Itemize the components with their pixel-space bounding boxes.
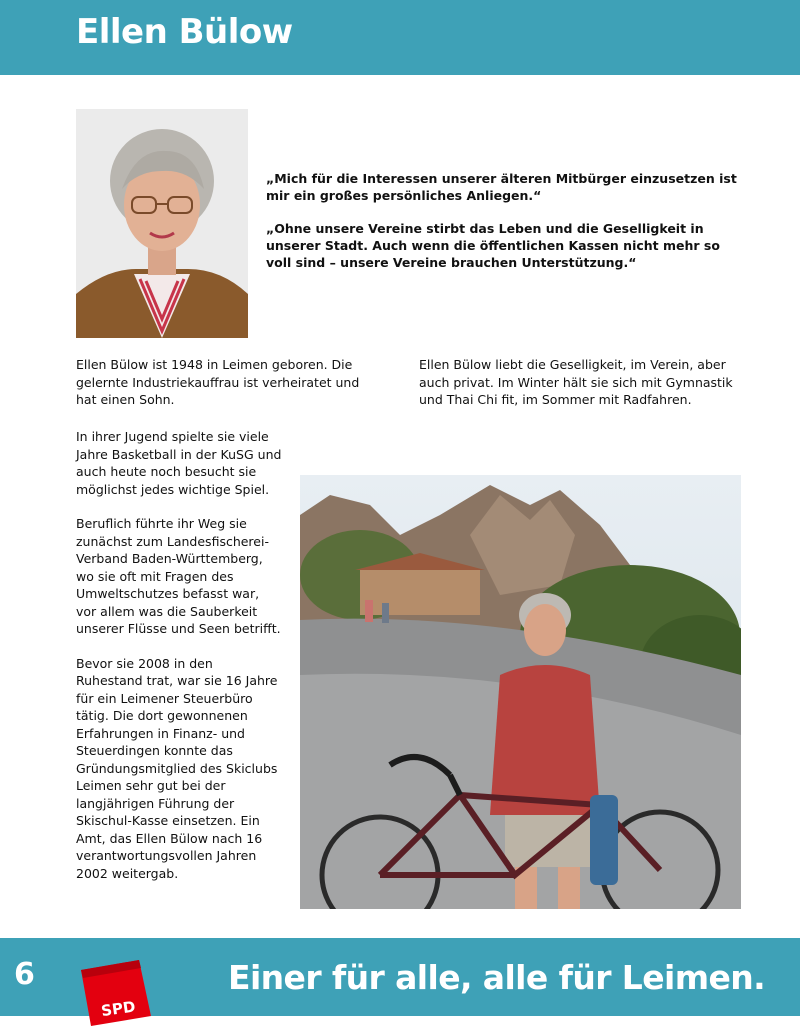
- intro-paragraph: Ellen Bülow ist 1948 in Leimen geboren. Die gelernte Industriekauffrau ist verheiratet und hat einen Sohn.: [76, 357, 360, 407]
- quote-block: [266, 170, 744, 287]
- portrait-photo: [76, 109, 248, 338]
- bio-paragraph-basketball: In ihrer Jugend spielte sie viele Jahre Basketball in der KuSG und auch heute noch besucht sie möglichst jedes wichtige Spiel.: [76, 429, 282, 497]
- footer-slogan: Einer für alle, alle für Leimen.: [228, 958, 766, 997]
- bio-column: [76, 428, 282, 899]
- bicycle-photo: [300, 475, 741, 909]
- page-number: 6: [14, 957, 35, 992]
- svg-text:SPD: SPD: [100, 997, 137, 1021]
- quote-1: „Mich für die Interessen unserer älteren Mitbürger einzusetzen ist mir ein großes persönliches Anliegen.“: [266, 171, 737, 203]
- spd-logo: [77, 960, 151, 1026]
- intro-column: [76, 356, 376, 409]
- page-title: Ellen Bülow: [76, 12, 293, 52]
- hobbies-column: [419, 356, 739, 409]
- quote-2: „Ohne unsere Vereine stirbt das Leben und die Geselligkeit in unserer Stadt. Auch wenn die öffentlichen Kassen nicht mehr so voll sind – unsere Vereine brauchen Unterstützung.“: [266, 221, 720, 270]
- bio-paragraph-retirement: Bevor sie 2008 in den Ruhestand trat, war sie 16 Jahre für ein Leimener Steuerbüro tätig. Die dort gewonnenen Erfahrungen in Finanz- und Steuerdingen konnte das Gründungsmitglied des Skiclubs Leimen sehr gut bei der langjährigen Führung der Skischul-Kasse einsetzen. Ein Amt, das Ellen Bülow nach 16 verantwortungsvollen Jahren 2002 weitergab.: [76, 655, 278, 881]
- bio-paragraph-career: Beruflich führte ihr Weg sie zunächst zum Landesfischerei-Verband Baden-Württemberg, wo sie oft mit Fragen des Umweltschutzes befasst war, vor allem was die Sauberkeit unserer Flüsse und Seen betrifft.: [76, 516, 281, 636]
- hobbies-paragraph: Ellen Bülow liebt die Geselligkeit, im Verein, aber auch privat. Im Winter hält sie sich mit Gymnastik und Thai Chi fit, im Sommer mit Radfahren.: [419, 357, 733, 407]
